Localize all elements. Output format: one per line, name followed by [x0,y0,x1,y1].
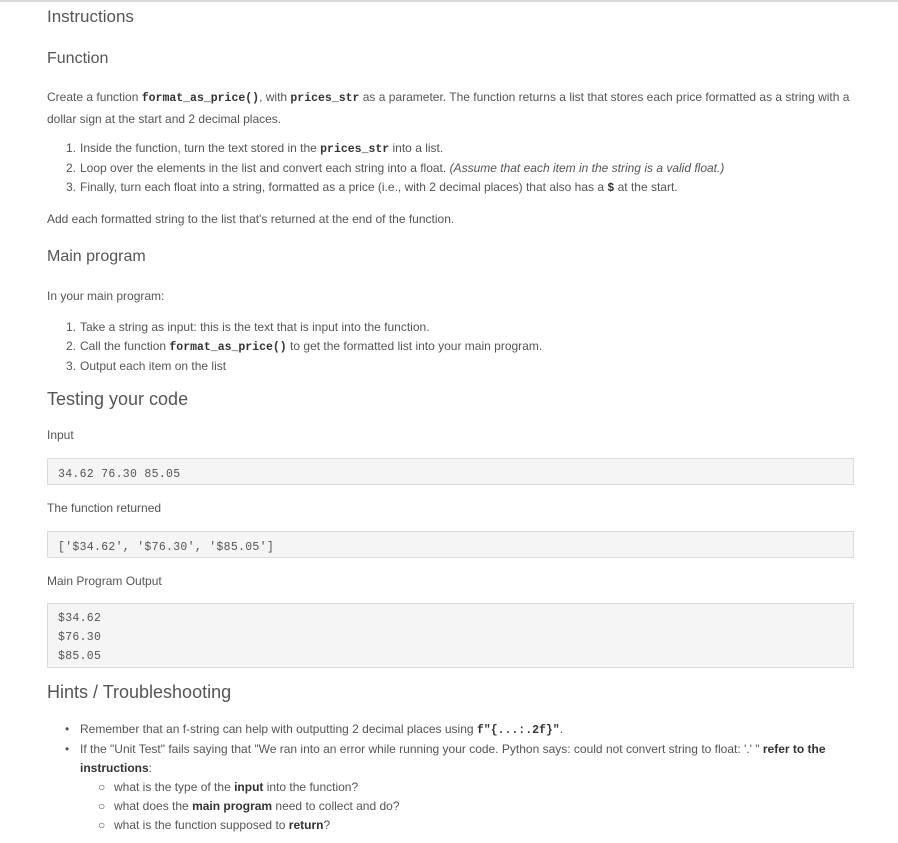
list-item: 3. Output each item on the list [66,359,227,373]
list-item: ○ what does the main program need to collect and do? [98,799,400,813]
list-item: 1. Inside the function, turn the text stored in the prices_str into a list. [66,141,444,156]
hints-list [65,720,870,835]
section-function-heading: Function [47,50,109,67]
list-item: 3. Finally, turn each float into a string, formatted as a price (i.e., with 2 decimal places) that also has a $ at the start. [66,180,678,195]
section-testing-heading: Testing your code [47,389,189,409]
section-main-program-heading: Main program [47,248,146,265]
hints-sublist [98,778,870,835]
list-item: ○ what is the type of the input into the function? [98,780,359,794]
output-label: Main Program Output [47,574,162,588]
output-code-box: $34.62 $76.30 $85.05 [47,603,854,668]
function-steps-list [66,139,724,198]
list-item: • Remember that an f-string can help with outputting 2 decimal places using f"{...:.2f}". [65,722,564,737]
list-item: ○ what is the function supposed to return? [98,818,331,832]
function-description: Create a function format_as_price(), with prices_str as a parameter. The function returns a list that stores each price formatted as a string with a dollar sign at the start and 2 decimal places. [47,90,850,126]
section-hints-heading: Hints / Troubleshooting [47,682,232,702]
list-item: 2. Loop over the elements in the list and convert each string into a float. (Assume that each item in the string is a valid float.) [66,161,725,175]
top-divider [0,0,898,2]
main-program-intro: In your main program: [47,289,165,303]
input-code-box: 34.62 76.30 85.05 [47,458,854,485]
function-note: Add each formatted string to the list that's returned at the end of the function. [47,212,455,226]
input-label: Input [47,428,74,442]
list-item: 1. Take a string as input: this is the text that is input into the function. [66,320,430,334]
list-item: • If the "Unit Test" fails saying that "We ran into an error while running your code. Python says: could not convert string to float: '.' " refer to the instructions: ○ what is the type of the input into the function? ○ what does the main program need to collect and do? ○ what is the function supposed to return? [80,740,870,835]
page-title: Instructions [47,7,134,26]
main-steps-list [66,318,542,376]
returned-code-box: ['$34.62', '$76.30', '$85.05'] [47,531,854,558]
returned-label: The function returned [47,501,162,515]
list-item: 2. Call the function format_as_price() to get the formatted list into your main program. [66,339,543,354]
